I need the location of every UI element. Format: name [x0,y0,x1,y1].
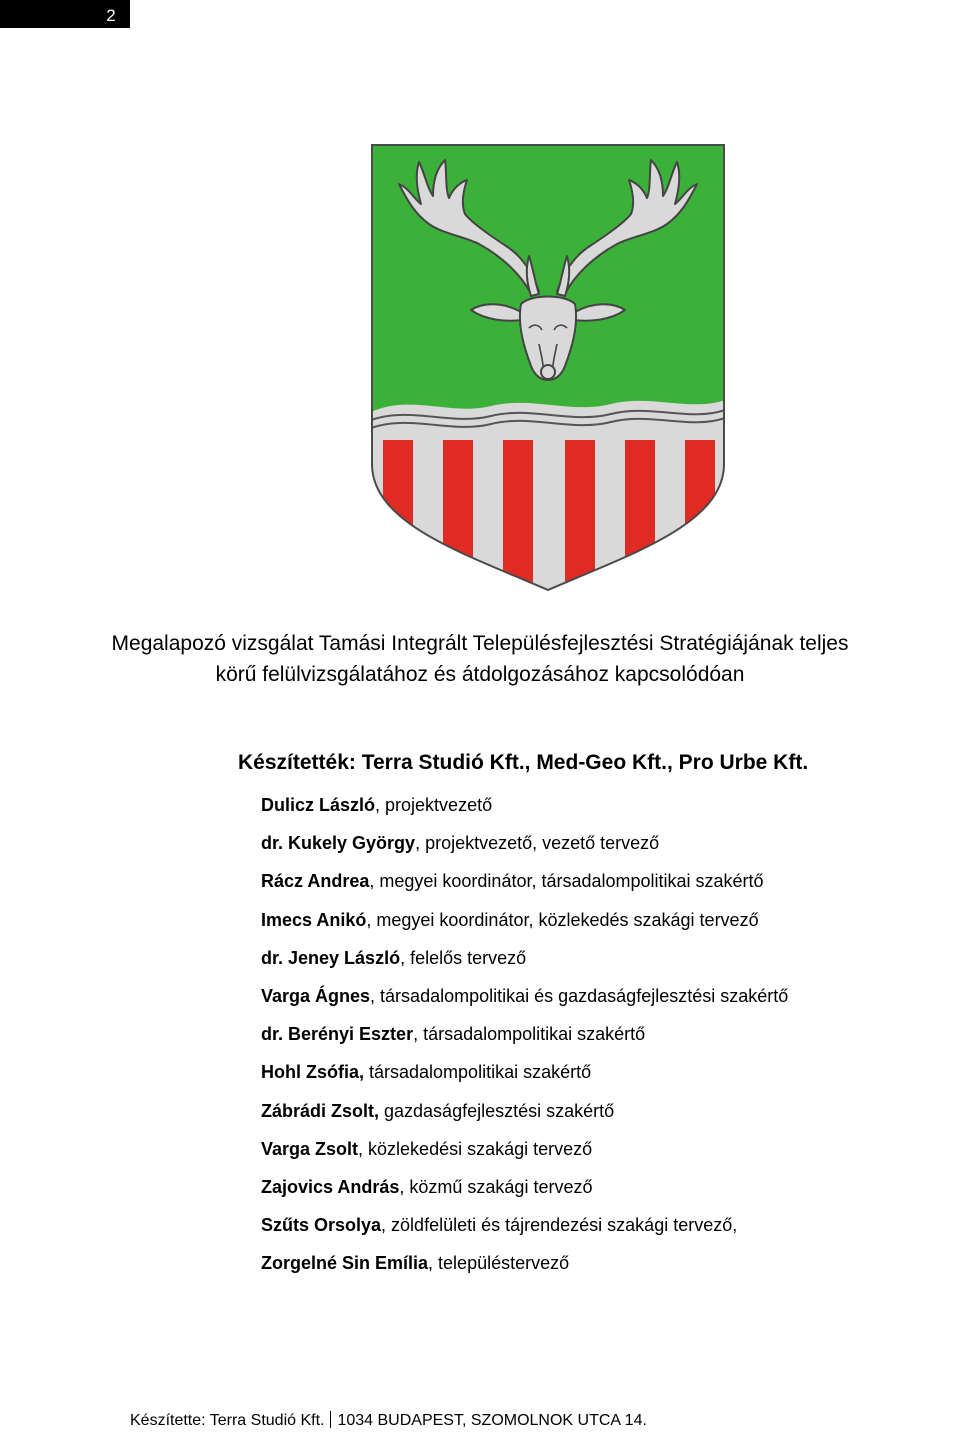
member-name: Zajovics András [261,1176,400,1197]
footer-company: Készítette: Terra Studió Kft. [130,1412,325,1429]
shield-silver-field [371,400,725,592]
member-name: Zorgelné Sin Emília [261,1253,429,1274]
team-member [261,1096,941,1134]
title-line-2: körű felülvizsgálatához és átdolgozásához kapcsolódóan [215,663,745,686]
team-member [261,981,941,1019]
page-number: 2 [92,3,130,28]
team-member [261,1248,941,1286]
team-member [261,1210,941,1248]
member-role: , társadalompolitikai és gazdaságfejlesztési szakértő [370,985,789,1006]
member-name: Szűts Orsolya [261,1215,382,1236]
red-pale [383,440,413,592]
member-role: , megyei koordinátor, közlekedés szakági tervező [366,909,759,930]
team-member [261,1057,941,1095]
member-role: gazdaságfejlesztési szakértő [379,1100,615,1121]
member-role: , felelős tervező [400,947,527,968]
member-name: Varga Zsolt [261,1138,359,1159]
member-role: , projektvezető, vezető tervező [415,833,660,854]
red-pale [685,440,715,592]
member-name: Varga Ágnes [261,985,371,1006]
team-member [261,866,941,904]
stag-nose [541,365,555,379]
team-list [261,790,941,1286]
member-role: , közmű szakági tervező [399,1176,593,1197]
team-member [261,943,941,981]
member-name: dr. Berényi Eszter [261,1024,414,1045]
red-pale [443,440,473,592]
team-member [261,1019,941,1057]
title-line-1: Megalapozó vizsgálat Tamási Integrált Településfejlesztési Stratégiájának teljes [111,632,849,655]
member-name: Imecs Anikó [261,909,367,930]
member-role: , zöldfelületi és tájrendezési szakági tervező, [381,1215,738,1236]
team-member [261,1134,941,1172]
footer-address: 1034 BUDAPEST, SZOMOLNOK UTCA 14. [337,1412,647,1429]
coat-of-arms-image [371,144,725,592]
member-name: dr. Jeney László [261,947,401,968]
member-name: Rácz Andrea [261,871,370,892]
member-role: , településtervező [428,1253,570,1274]
member-role: , közlekedési szakági tervező [358,1138,593,1159]
member-role: , projektvezető [375,795,493,815]
document-title [100,628,860,690]
team-member [261,1172,941,1210]
team-member [261,828,941,866]
member-name: Zábrádi Zsolt, [261,1100,380,1121]
member-name: Hohl Zsófia, [261,1062,364,1083]
page-footer [130,1410,890,1432]
red-pale [503,440,533,592]
team-member [261,905,941,943]
red-pale [565,440,595,592]
red-pale [625,440,655,592]
member-name: dr. Kukely György [261,833,416,854]
member-role: , társadalompolitikai szakértő [413,1024,646,1045]
footer-separator [330,1411,331,1428]
member-role: társadalompolitikai szakértő [364,1062,592,1083]
member-role: , megyei koordinátor, társadalompolitikai szakértő [369,871,764,892]
member-name: Dulicz László [261,795,376,815]
team-member [261,790,941,828]
authors-line: Készítették: Terra Studió Kft., Med-Geo Kft., Pro Urbe Kft. [238,751,809,774]
